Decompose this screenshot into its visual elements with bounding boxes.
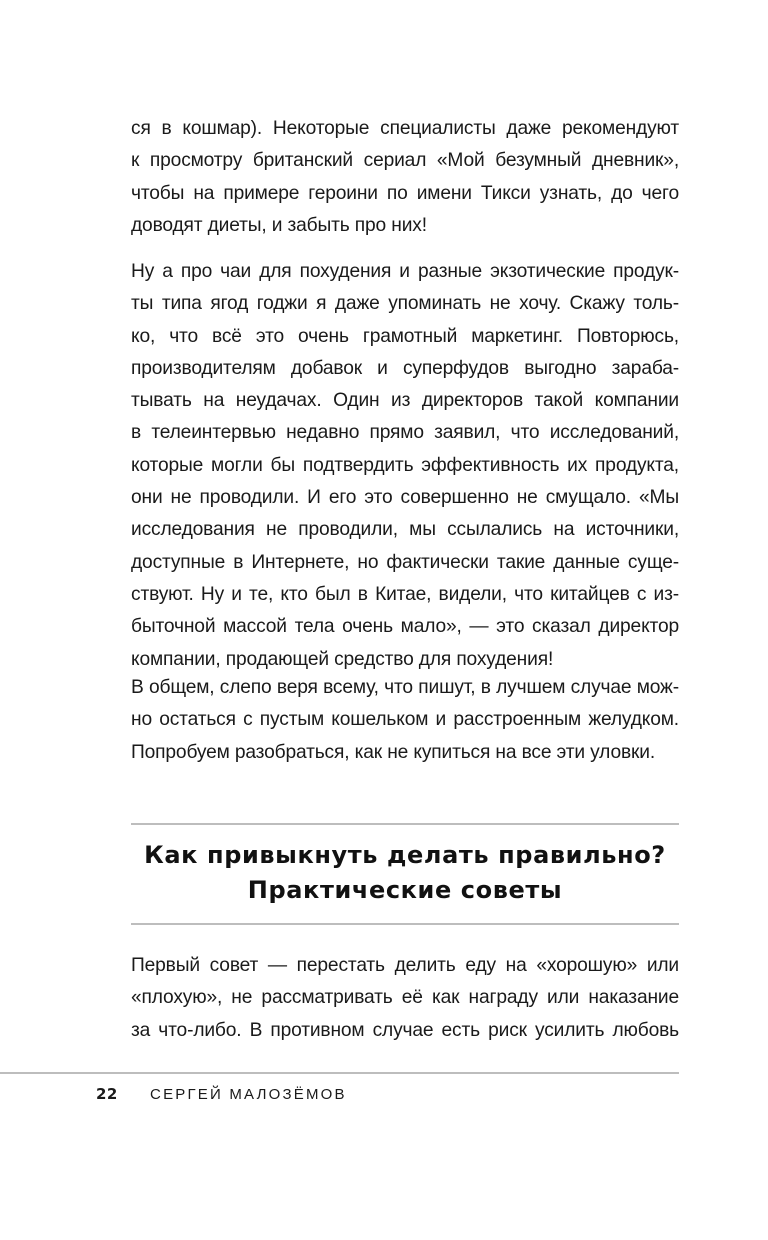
text-line: ко, что всё это очень грамотный маркетинг. Повторюсь, xyxy=(131,325,679,347)
heading-top-rule xyxy=(131,823,679,825)
heading-line: Как привыкнуть делать правильно? xyxy=(144,841,666,869)
text-line: но остаться с пустым кошельком и расстроенным желудком. xyxy=(131,709,679,731)
section-paragraph xyxy=(131,950,679,1047)
text-line: доводят диеты, и забыть про них! xyxy=(131,214,427,236)
text-line: которые могли бы подтвердить эффективность их продукта, xyxy=(131,454,679,476)
text-line: компании, продающей средство для похудения! xyxy=(131,648,554,670)
text-line: ты типа ягод годжи я даже упоминать не хочу. Скажу толь- xyxy=(131,293,679,315)
text-line: доступные в Интернете, но фактически такие данные суще- xyxy=(131,551,679,573)
running-head-author: СЕРГЕЙ МАЛОЗЁМОВ xyxy=(150,1086,347,1103)
text-line: ся в кошмар). Некоторые специалисты даже рекомендуют xyxy=(131,118,679,139)
footer-rule xyxy=(0,1072,679,1074)
text-line: Ну а про чаи для похудения и разные экзотические продук- xyxy=(131,261,679,282)
page-number: 22 xyxy=(96,1085,118,1103)
text-line: «плохую», не рассматривать её как награду или наказание xyxy=(131,987,679,1009)
heading-line: Практические советы xyxy=(247,876,563,904)
page-footer xyxy=(96,1083,347,1106)
text-line: В общем, слепо веря всему, что пишут, в лучшем случае мож- xyxy=(131,677,679,698)
body-paragraph xyxy=(131,113,679,242)
body-paragraph xyxy=(131,256,679,676)
text-line: к просмотру британский сериал «Мой безумный дневник», xyxy=(131,150,679,172)
text-line: за что-либо. В противном случае есть риск усилить любовь xyxy=(131,1019,679,1041)
text-line: в телеинтервью недавно прямо заявил, что исследований, xyxy=(131,422,679,444)
text-line: Попробуем разобраться, как не купиться на все эти уловки. xyxy=(131,741,655,763)
text-line: они не проводили. И его это совершенно не смущало. «Мы xyxy=(131,487,679,509)
body-paragraph xyxy=(131,672,679,769)
section-heading xyxy=(131,838,679,908)
text-line: Первый совет — перестать делить еду на «хорошую» или xyxy=(131,955,679,976)
text-line: тывать на неудачах. Один из директоров такой компании xyxy=(131,390,679,412)
text-line: чтобы на примере героини по имени Тикси узнать, до чего xyxy=(131,182,679,204)
text-line: ствуют. Ну и те, кто был в Китае, видели, что китайцев с из- xyxy=(131,583,679,605)
text-line: исследования не проводили, мы ссылались на источники, xyxy=(131,519,679,541)
text-line: быточной массой тела очень мало», — это сказал директор xyxy=(131,616,679,638)
heading-bottom-rule xyxy=(131,923,679,925)
text-line: производителям добавок и суперфудов выгодно зараба- xyxy=(131,357,679,379)
